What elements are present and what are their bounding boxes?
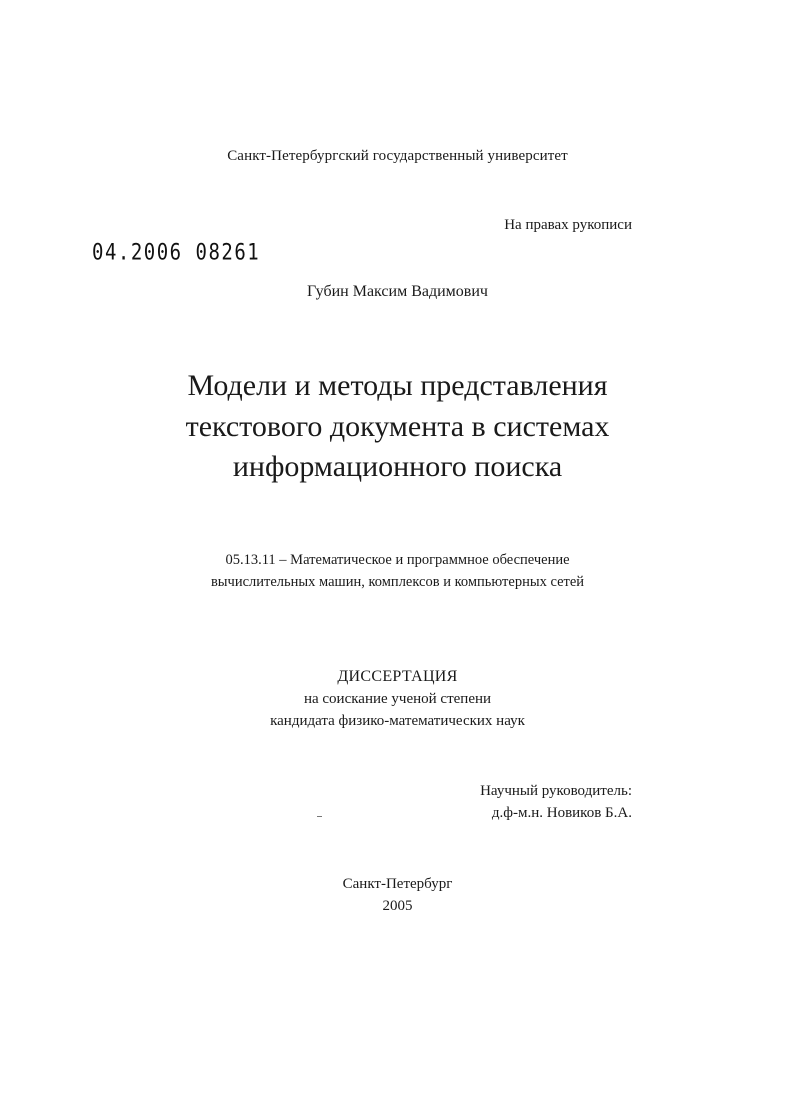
specialty-line: вычислительных машин, комплексов и компьютерных сетей bbox=[210, 574, 585, 590]
place-and-year bbox=[0, 873, 795, 917]
degree-purpose: на соискание ученой степени bbox=[303, 691, 492, 707]
supervisor-label: Научный руководитель: bbox=[480, 783, 632, 799]
city: Санкт-Петербург bbox=[342, 876, 453, 892]
year: 2005 bbox=[382, 898, 413, 914]
supervisor-name: д.ф-м.н. Новиков Б.А. bbox=[491, 805, 632, 821]
supervisor-block bbox=[470, 780, 632, 824]
degree-block bbox=[0, 666, 795, 732]
title-line: информационного поиска bbox=[232, 450, 563, 483]
specialty-line: 05.13.11 – Математическое и программное обеспечение bbox=[225, 552, 570, 568]
registration-stamp: 04.2006 08261 bbox=[92, 240, 261, 266]
author-name: Губин Максим Вадимович bbox=[307, 283, 488, 300]
title-line: текстового документа в системах bbox=[185, 409, 610, 443]
university-name: Санкт-Петербургский государственный университет bbox=[227, 148, 568, 164]
title-line: Модели и методы представления bbox=[187, 369, 608, 402]
scan-speck bbox=[317, 816, 322, 817]
degree-level: кандидата физико-математических наук bbox=[270, 713, 525, 729]
document-kind: ДИССЕРТАЦИЯ bbox=[337, 668, 458, 685]
specialty-code bbox=[0, 549, 795, 593]
rights-notice: На правах рукописи bbox=[504, 217, 632, 233]
dissertation-title bbox=[0, 366, 795, 488]
